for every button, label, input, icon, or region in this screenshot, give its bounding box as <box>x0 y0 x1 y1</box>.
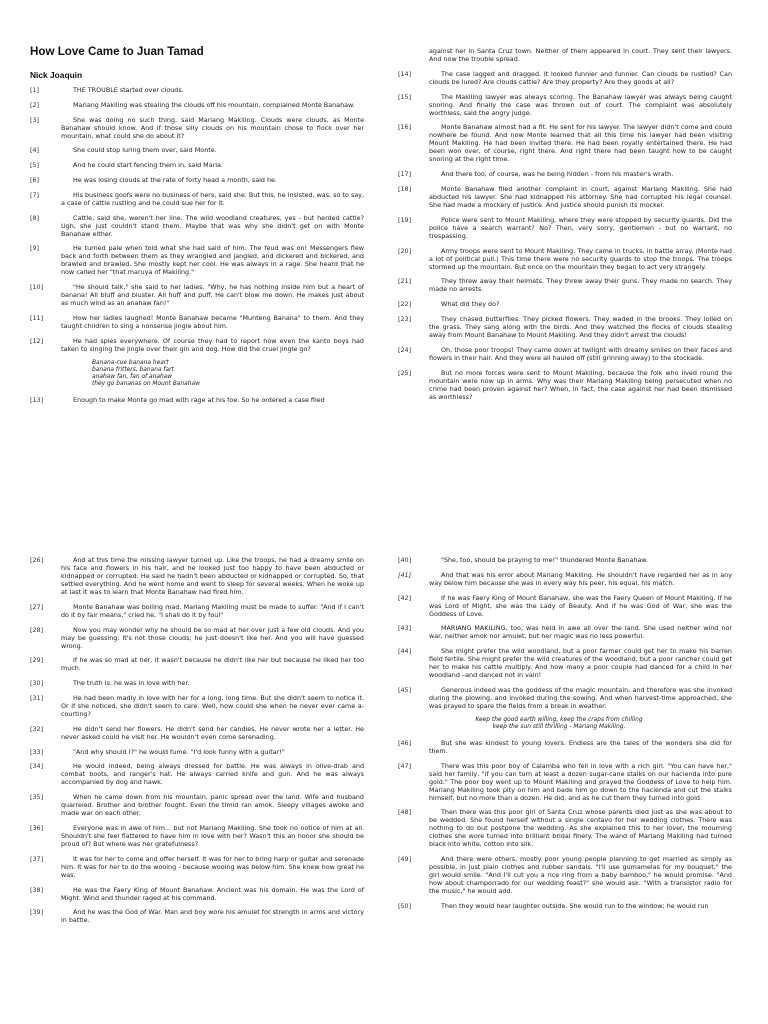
paragraph <box>398 300 732 308</box>
paragraph-body: How her ladies laughed! Monte Banahaw became "Munteng Banana" to them. And they taught children to sing a nonsense jingle about him. <box>61 313 364 330</box>
paragraph-body: Then they would hear laughter outside. She would run to the window; he would run <box>441 901 709 910</box>
verse-line: Keep the good earth willing, keep the craps from chilling <box>475 716 643 723</box>
paragraph-text <box>429 300 732 308</box>
paragraph <box>398 855 732 895</box>
paragraph-body: He had been madly in love with her for a long, long time. But she didn't seem to notice it. Or if she noticed, she didn't seem to care. Well, how could she when he never ever came a-courting? <box>61 693 364 718</box>
paragraph-number: [44] <box>398 647 412 656</box>
paragraph <box>30 86 364 94</box>
document-page-bottom <box>0 512 768 1024</box>
paragraph-number: [33] <box>30 747 44 756</box>
paragraph-body: And at this time the missing lawyer turned up. Like the troops, he had a dreamy smile on his face and flowers in his hair, and he looked just too happy to have been abducted or kidnapped or corrupted. He said he hadn't been abducted or kidnapped or corrupted. So, that settled everything. And he went home and went to sleep for several weeks. When he woke up at last it was to learn that Monte Banahaw had fired him. <box>61 556 364 596</box>
paragraph <box>30 101 364 109</box>
paragraph <box>398 346 732 362</box>
paragraph-number: [41] <box>398 570 412 579</box>
paragraph <box>398 47 732 63</box>
paragraph-text <box>61 603 364 619</box>
paragraph-text <box>61 116 364 140</box>
paragraph-body: Monte Banahaw filed another complaint in court, against Mariang Makiling. She had abducted his lawyer. She had kidnapped his attorney. She had corrupted his legal counsel. She had made a mockery of justice. And justice should punish its mocker. <box>429 184 732 209</box>
paragraph-body: There was this poor boy of Calamba who fell in love with a rich girl. "You can have her," said her family, "if you can turn at least a dozen sugar-cane stalks on our hacienda into pure gold." The poor boy went up to Mount Makiling and prayed the Goddess of Love to help him. Mariang Makiling took pity on him and bade him go down to the hacienda and cut the stalks himself, but no more than a dozen. He did, and as he cut them they turned into gold. <box>429 761 732 802</box>
paragraph-body: It was for her to come and offer herself. It was for her to bring harp or guitar and serenade him. It was for her to do the wooing - because wooing was below him. She knew how great he was. <box>61 854 364 879</box>
paragraph-number: [6] <box>30 175 40 184</box>
paragraph <box>30 283 364 307</box>
paragraph-number: [46] <box>398 738 412 747</box>
paragraph <box>30 161 364 169</box>
paragraph-body: Monte Banahaw was boiling mad. Mariang Makiling must be made to suffer. "And if I can't do it by fair means," cried he, "I shall do it by foul" <box>61 602 364 619</box>
paragraph-body: They chased butterflies. They picked flowers. They waded in the brooks. They lolled on the grass. They sang along with the birds. And they watched the flocks of clouds stealing away from Mount Banahaw to Mount Makiling. And they didn't arrest the clouds! <box>429 314 732 339</box>
paragraph <box>30 694 364 718</box>
paragraph <box>398 315 732 339</box>
paragraph-text <box>61 283 364 307</box>
paragraph-text <box>61 762 364 786</box>
paragraph-body: He was losing clouds at the rate of forty head a month, said he. <box>73 175 278 184</box>
story-title: How Love Came to Juan Tamad <box>30 45 204 58</box>
paragraph-text <box>429 686 732 710</box>
paragraph-text <box>61 396 364 404</box>
paragraph-body: He turned pale when told what she had said of him. The feud was on! Messengers flew back and forth between them as they wrangled and jangled, and dickered and bickered, and brawled and brawled. She mostly kept her cool. He was always in a rage. She heard that he now called her "that maruya of Makiling." <box>61 244 364 277</box>
paragraph-body: "And why should I?" he would fume. "I'd look funny with a guitar!" <box>73 747 285 756</box>
paragraph-text <box>429 594 732 618</box>
paragraph-text <box>61 101 364 109</box>
paragraph-number: [14] <box>398 69 412 78</box>
paragraph-number: [16] <box>398 123 412 132</box>
paragraph-number: [24] <box>398 345 412 354</box>
paragraph <box>30 337 364 353</box>
paragraph-text <box>61 886 364 902</box>
paragraph-text <box>61 793 364 817</box>
paragraph-body: And there were others, mostly poor young people planning to get married as simply as possible, in just plain clothes and rubber sandals. "I'll use gumamelas for my bouquet," the girl would smile. "And I'll cut you a rice ring from a baby bamboo," he would promise. "And how about champorrado for our wedding feast?" she would ask. "With a transistor radio for the music," he would add. <box>429 855 732 896</box>
paragraph <box>30 314 364 330</box>
paragraph-body: But no more forces were sent to Mount Makiling, because the folk who lived round the mountain were now up in arms. Why was their Mariang Makiling being persecuted when no crime had been proven against her? When, in fact, the case against her had been dismissed as worthless? <box>429 368 732 401</box>
paragraph <box>398 902 732 910</box>
verse-line: Banana-cue banana heart <box>92 359 169 366</box>
paragraph <box>398 216 732 240</box>
paragraph-text <box>429 247 732 271</box>
paragraph-number: [29] <box>30 656 44 665</box>
paragraph-number: [26] <box>30 556 44 564</box>
paragraph <box>398 647 732 679</box>
paragraph-number: [38] <box>30 885 44 894</box>
paragraph-text <box>429 624 732 640</box>
paragraph-number: [23] <box>398 314 412 323</box>
paragraph-text <box>429 47 732 63</box>
paragraph <box>398 686 732 710</box>
paragraph-body: Oh, those poor troops! They came down at twilight with dreamy smiles on their faces and flowers in their hair. And they were all hauled off (still grinning away) to the stockade. <box>429 345 732 362</box>
paragraph-body: He was the Faery King of Mount Banahaw. Ancient was his domain. He was the Lord of Might. Wind and thunder raged at his command. <box>61 885 364 902</box>
paragraph-text <box>429 762 732 802</box>
verse-line: banana fritters, banana fart <box>92 366 174 373</box>
paragraph-text <box>61 908 364 924</box>
paragraph-text <box>61 314 364 330</box>
paragraph-text <box>429 70 732 86</box>
paragraph-text <box>429 369 732 401</box>
paragraph-number: [13] <box>30 395 44 404</box>
column-right <box>398 47 732 512</box>
paragraph-text <box>429 556 732 564</box>
paragraph-number: [22] <box>398 300 412 309</box>
paragraph-body: He had spies everywhere. Of course they had to report how even the kanto boys had taken to singing the jingle over their gin and dog. How did the cruel jingle go? <box>61 336 364 353</box>
paragraph-body: What did they do? <box>441 300 500 309</box>
paragraph-text <box>429 739 732 755</box>
paragraph <box>398 556 732 564</box>
paragraph <box>398 739 732 755</box>
paragraph-text <box>61 556 364 596</box>
paragraph-body: Army troops were sent to Mount Makiling. They came in trucks, in battle array. (Monte had a lot of political pull.) This time there were no security guards to stop the troops. The troops stormed up the mountain. But once on the mountain they began to act very strangely. <box>429 246 732 271</box>
paragraph-body: They threw away their helmets. They threw away their guns. They made no search. They made no arrests. <box>429 277 732 294</box>
paragraph <box>30 116 364 140</box>
paragraph-text <box>429 123 732 163</box>
paragraph <box>30 191 364 207</box>
paragraph-body: And he was the God of War. Man and boy wore his amulet for strength in arms and victory in battle. <box>61 908 364 925</box>
paragraph-number: [45] <box>398 685 412 694</box>
paragraph-text <box>61 337 364 353</box>
paragraph <box>30 908 364 924</box>
paragraph <box>398 247 732 271</box>
paragraph-text <box>429 855 732 895</box>
paragraph <box>30 214 364 238</box>
paragraph-number: [3] <box>30 115 40 124</box>
paragraph <box>398 571 732 587</box>
paragraph-body: And that was his error about Mariang Makiling. He shouldn't have regarded her as in any way below him because she was in every way his peer, his equal, his match. <box>429 570 732 587</box>
paragraph-text <box>61 191 364 207</box>
paragraph <box>398 369 732 401</box>
paragraph-body: The truth is: he was in love with her. <box>73 679 190 688</box>
paragraph-body: Monte Banahaw almost had a fit. He sent for his lawyer. The lawyer didn't come and could nowhere be found. And now Monte learned that all this time his lawyer had been visiting Mount Makiling. He had been invited there. He had been royally entertained there. He had been won over, of course, right there. And right there had been taught how to be caught snoring at the right time. <box>429 123 732 164</box>
paragraph-body: "She, too, should be praying to me!" thundered Monte Banahaw. <box>441 556 649 564</box>
verse-line: anahaw fan, fan of anahaw <box>92 373 173 380</box>
paragraph-number: [37] <box>30 854 44 863</box>
paragraph-body: If he was so mad at her, it wasn't because he didn't like her but because he liked her too much. <box>61 656 364 673</box>
paragraph-body: Everyone was in awe of him... but not Mariang Makiling. She took no notice of him at all. Shouldn't she feel flattered to have him in love with her? Wasn't this an honor she should be proud of? But where was her gratefulness? <box>61 823 364 848</box>
paragraph-text <box>61 214 364 238</box>
paragraph-body: Now you may wonder why he should be so mad at her over just a few old clouds. And you may be guessing: It's not those clouds; he just doesn't like her. And you will have guessed wrong. <box>61 625 364 650</box>
paragraph-body: She could stop luring them over, said Monte. <box>73 146 217 155</box>
column-right <box>398 556 732 1024</box>
paragraph-body: The case lagged and dragged. It looked funnier and funnier. Can clouds be rustled? Can clouds be lured? Are clouds cattle? Are they property? Are they goods at all? <box>429 69 732 86</box>
paragraph <box>30 748 364 756</box>
paragraph-number: [27] <box>30 602 44 611</box>
paragraph-body: He would indeed, being always dressed for battle. He was always in olive-drab and combat boots, and ranger's hat. He always carried knife and gun. And he was always accompanied by dog and hawk. <box>61 762 364 787</box>
paragraph-number: [30] <box>30 679 44 688</box>
paragraph-number: [42] <box>398 593 412 602</box>
paragraph-text <box>61 161 364 169</box>
paragraph-number: [12] <box>30 336 44 345</box>
paragraph-number: [5] <box>30 161 40 170</box>
paragraph-body: And there too, of course, was he being hidden - from his master's wrath. <box>441 170 674 179</box>
paragraph-text <box>429 346 732 362</box>
paragraph <box>30 886 364 902</box>
paragraph-body: Generous indeed was the goddess of the magic mountain, and therefore was she invoked during the plowing, and invoked during the sowing. And when harvest-time approached, she was prayed to spare the fields from a break in weather: <box>429 685 732 710</box>
paragraph <box>30 855 364 879</box>
paragraph-text <box>61 146 364 154</box>
paragraph-text <box>429 571 732 587</box>
paragraph-number: [8] <box>30 213 40 222</box>
paragraph-body: He didn't send her flowers. He didn't send her candies. He never wrote her a letter. He never asked could he visit her. He wouldn't even come serenading. <box>61 724 364 741</box>
paragraph <box>30 556 364 596</box>
paragraph-body: But she was kindest to young lovers. Endless are the tales of the wonders she did for them. <box>429 738 732 755</box>
paragraph-text <box>61 824 364 848</box>
paragraph-number: [21] <box>398 277 412 286</box>
paragraph-text <box>429 93 732 117</box>
paragraph-text <box>61 855 364 879</box>
paragraph-number: [31] <box>30 693 44 702</box>
paragraph-body: Enough to make Monte go mad with rage at his foe. So he ordered a case filed <box>73 395 325 404</box>
paragraph-text <box>61 626 364 650</box>
paragraph <box>30 656 364 672</box>
column-left <box>30 556 364 1024</box>
paragraph-text <box>429 808 732 848</box>
verse-line: keep the sun still thrilling - Mariang Makiling. <box>492 723 626 730</box>
paragraph-body: MARIANG MAKILING, too, was held in awe all over the land. She used neither wind nor war, neither amok nor amulet, but her magic was no less powerful. <box>429 624 732 641</box>
paragraph <box>30 146 364 154</box>
paragraph <box>30 176 364 184</box>
paragraph <box>398 170 732 178</box>
verse-block <box>454 717 664 731</box>
paragraph-number: [11] <box>30 313 44 322</box>
paragraph-text <box>61 86 364 94</box>
paragraph <box>398 762 732 802</box>
paragraph-text <box>61 748 364 756</box>
paragraph <box>398 277 732 293</box>
paragraph-number: [17] <box>398 170 412 179</box>
paragraph <box>30 824 364 848</box>
paragraph-number: [2] <box>30 100 40 109</box>
paragraph-body: She was doing no such thing, said Mariang Makiling. Clouds were clouds, as Monte Banahaw should know. And if those silly clouds on his mountain chose to flock over her mountain, what could she do about it? <box>61 115 364 140</box>
paragraph <box>398 808 732 848</box>
paragraph-text <box>429 170 732 178</box>
paragraph-number <box>398 47 429 63</box>
paragraph-number: [40] <box>398 556 412 564</box>
paragraph-body: She might prefer the wild woodland, but a poor farmer could get her to make his barren field fertile. She might prefer the wild creatures of the woodland, but a poor rancher could get her to make his cattle multiply. And how many a poor couple had danced for a child in her woodland –and danced not in vain! <box>429 647 732 680</box>
paragraph <box>30 793 364 817</box>
paragraph-text <box>429 216 732 240</box>
paragraph-body: "He should talk," she said to her ladies. "Why, he has nothing inside him but a heart of banana! All bluff and bluster. All huff and puff. He can't blow me down. He makes just about as much wind as an anahaw fan!" <box>61 283 364 308</box>
paragraph-body: THE TROUBLE started over clouds. <box>73 86 184 94</box>
paragraph-body: Cattle, said she, weren't her line. The wild woodland creatures, yes - but herded cattle? Ugh, she just couldn't stand them. Maybe that was why she didn't get on with Monte Banahaw either. <box>61 213 364 238</box>
paragraph-body: If he was Faery King of Mount Banahaw, she was the Faery Queen of Mount Makiling. If he was Lord of Might, she was the Lady of Beauty. And if he was God of War, she was the Goddess of Love. <box>429 593 732 618</box>
paragraph <box>398 93 732 117</box>
paragraph-number: [1] <box>30 86 40 94</box>
paragraph-number: [10] <box>30 283 44 292</box>
paragraph <box>30 603 364 619</box>
paragraph-text <box>61 656 364 672</box>
paragraph-number: [39] <box>30 908 44 917</box>
paragraph-text <box>429 185 732 209</box>
paragraph <box>30 396 364 404</box>
paragraph-text <box>429 315 732 339</box>
paragraph-number: [4] <box>30 146 40 155</box>
paragraph-text <box>61 244 364 276</box>
paragraph-text <box>61 679 364 687</box>
paragraph <box>30 762 364 786</box>
paragraph-body: Police were sent to Mount Makiling, where they were stopped by security guards. Did the police have a search warrant? No? Then, very sorry, gentlemen - but no warrant, no trespassing. <box>429 215 732 240</box>
paragraph <box>398 70 732 86</box>
paragraph-text <box>61 694 364 718</box>
paragraph-number: [47] <box>398 761 412 770</box>
verse-block <box>92 360 364 388</box>
paragraph-text <box>429 647 732 679</box>
paragraph <box>398 123 732 163</box>
paragraph-number: [9] <box>30 244 40 253</box>
column-left <box>30 45 364 512</box>
paragraph-body: And he could start fencing them in, said Maria. <box>73 161 223 170</box>
paragraph <box>30 244 364 276</box>
paragraph-number: [35] <box>30 793 44 802</box>
paragraph <box>398 624 732 640</box>
paragraph-text <box>61 725 364 741</box>
paragraph-number: [49] <box>398 855 412 864</box>
paragraph-number: [48] <box>398 808 412 817</box>
paragraph-number: [25] <box>398 368 412 377</box>
paragraph-text <box>429 277 732 293</box>
paragraph-number: [28] <box>30 625 44 634</box>
paragraph-number: [15] <box>398 92 412 101</box>
paragraph-number: [43] <box>398 624 412 633</box>
paragraph-number: [7] <box>30 190 40 199</box>
paragraph <box>398 185 732 209</box>
paragraph <box>30 679 364 687</box>
paragraph-body: Mariang Makiling was stealing the clouds off his mountain, complained Monte Banahaw. <box>73 100 355 109</box>
paragraph-number: [36] <box>30 823 44 832</box>
paragraph-number: [50] <box>398 901 412 910</box>
story-author: Nick Joaquin <box>30 70 83 80</box>
paragraph-text <box>61 176 364 184</box>
paragraph <box>398 594 732 618</box>
paragraph-body: The Makiling lawyer was always scoring. The Banahaw lawyer was always being caught snoring. And finally the case was thrown out of court. The complaint was absolutely worthless, said the angry judge. <box>429 92 732 117</box>
paragraph-number: [20] <box>398 246 412 255</box>
paragraph-body: When he came down from his mountain, panic spread over the land. Wife and husband quarreled. Brother and brother fought. Even the timid ran amok. Sleepy villages awoke and made war on each other. <box>61 793 364 818</box>
paragraph <box>30 725 364 741</box>
paragraph-body: Then there was this poor girl of Santa Cruz whose parents died just as she was about to be wedded. She found herself without a single centavo for her wedding clothes. There was nothing to do but postpone the wedding. As she explained this to her lover, the mourning clothes she wore turned into brilliant bridal finery. The wand of Mariang Makiling had turned black into white, cotton into silk. <box>429 808 732 849</box>
paragraph-number: [18] <box>398 184 412 193</box>
paragraph <box>30 626 364 650</box>
paragraph-number: [34] <box>30 762 44 771</box>
paragraph-number: [32] <box>30 724 44 733</box>
paragraph-number: [19] <box>398 215 412 224</box>
paragraph-text <box>429 902 732 910</box>
verse-line: they go bananas on Mount Banahaw <box>92 380 200 387</box>
paragraph-body: against her in Santa Cruz town. Neither of them appeared in court. They sent their lawyers. And now the trouble spread. <box>429 47 732 63</box>
paragraph-body: His business goofs were no business of hers, said she. But this, he insisted, was, so to say, a case of cattle rustling and he could sue her for it. <box>61 190 364 207</box>
